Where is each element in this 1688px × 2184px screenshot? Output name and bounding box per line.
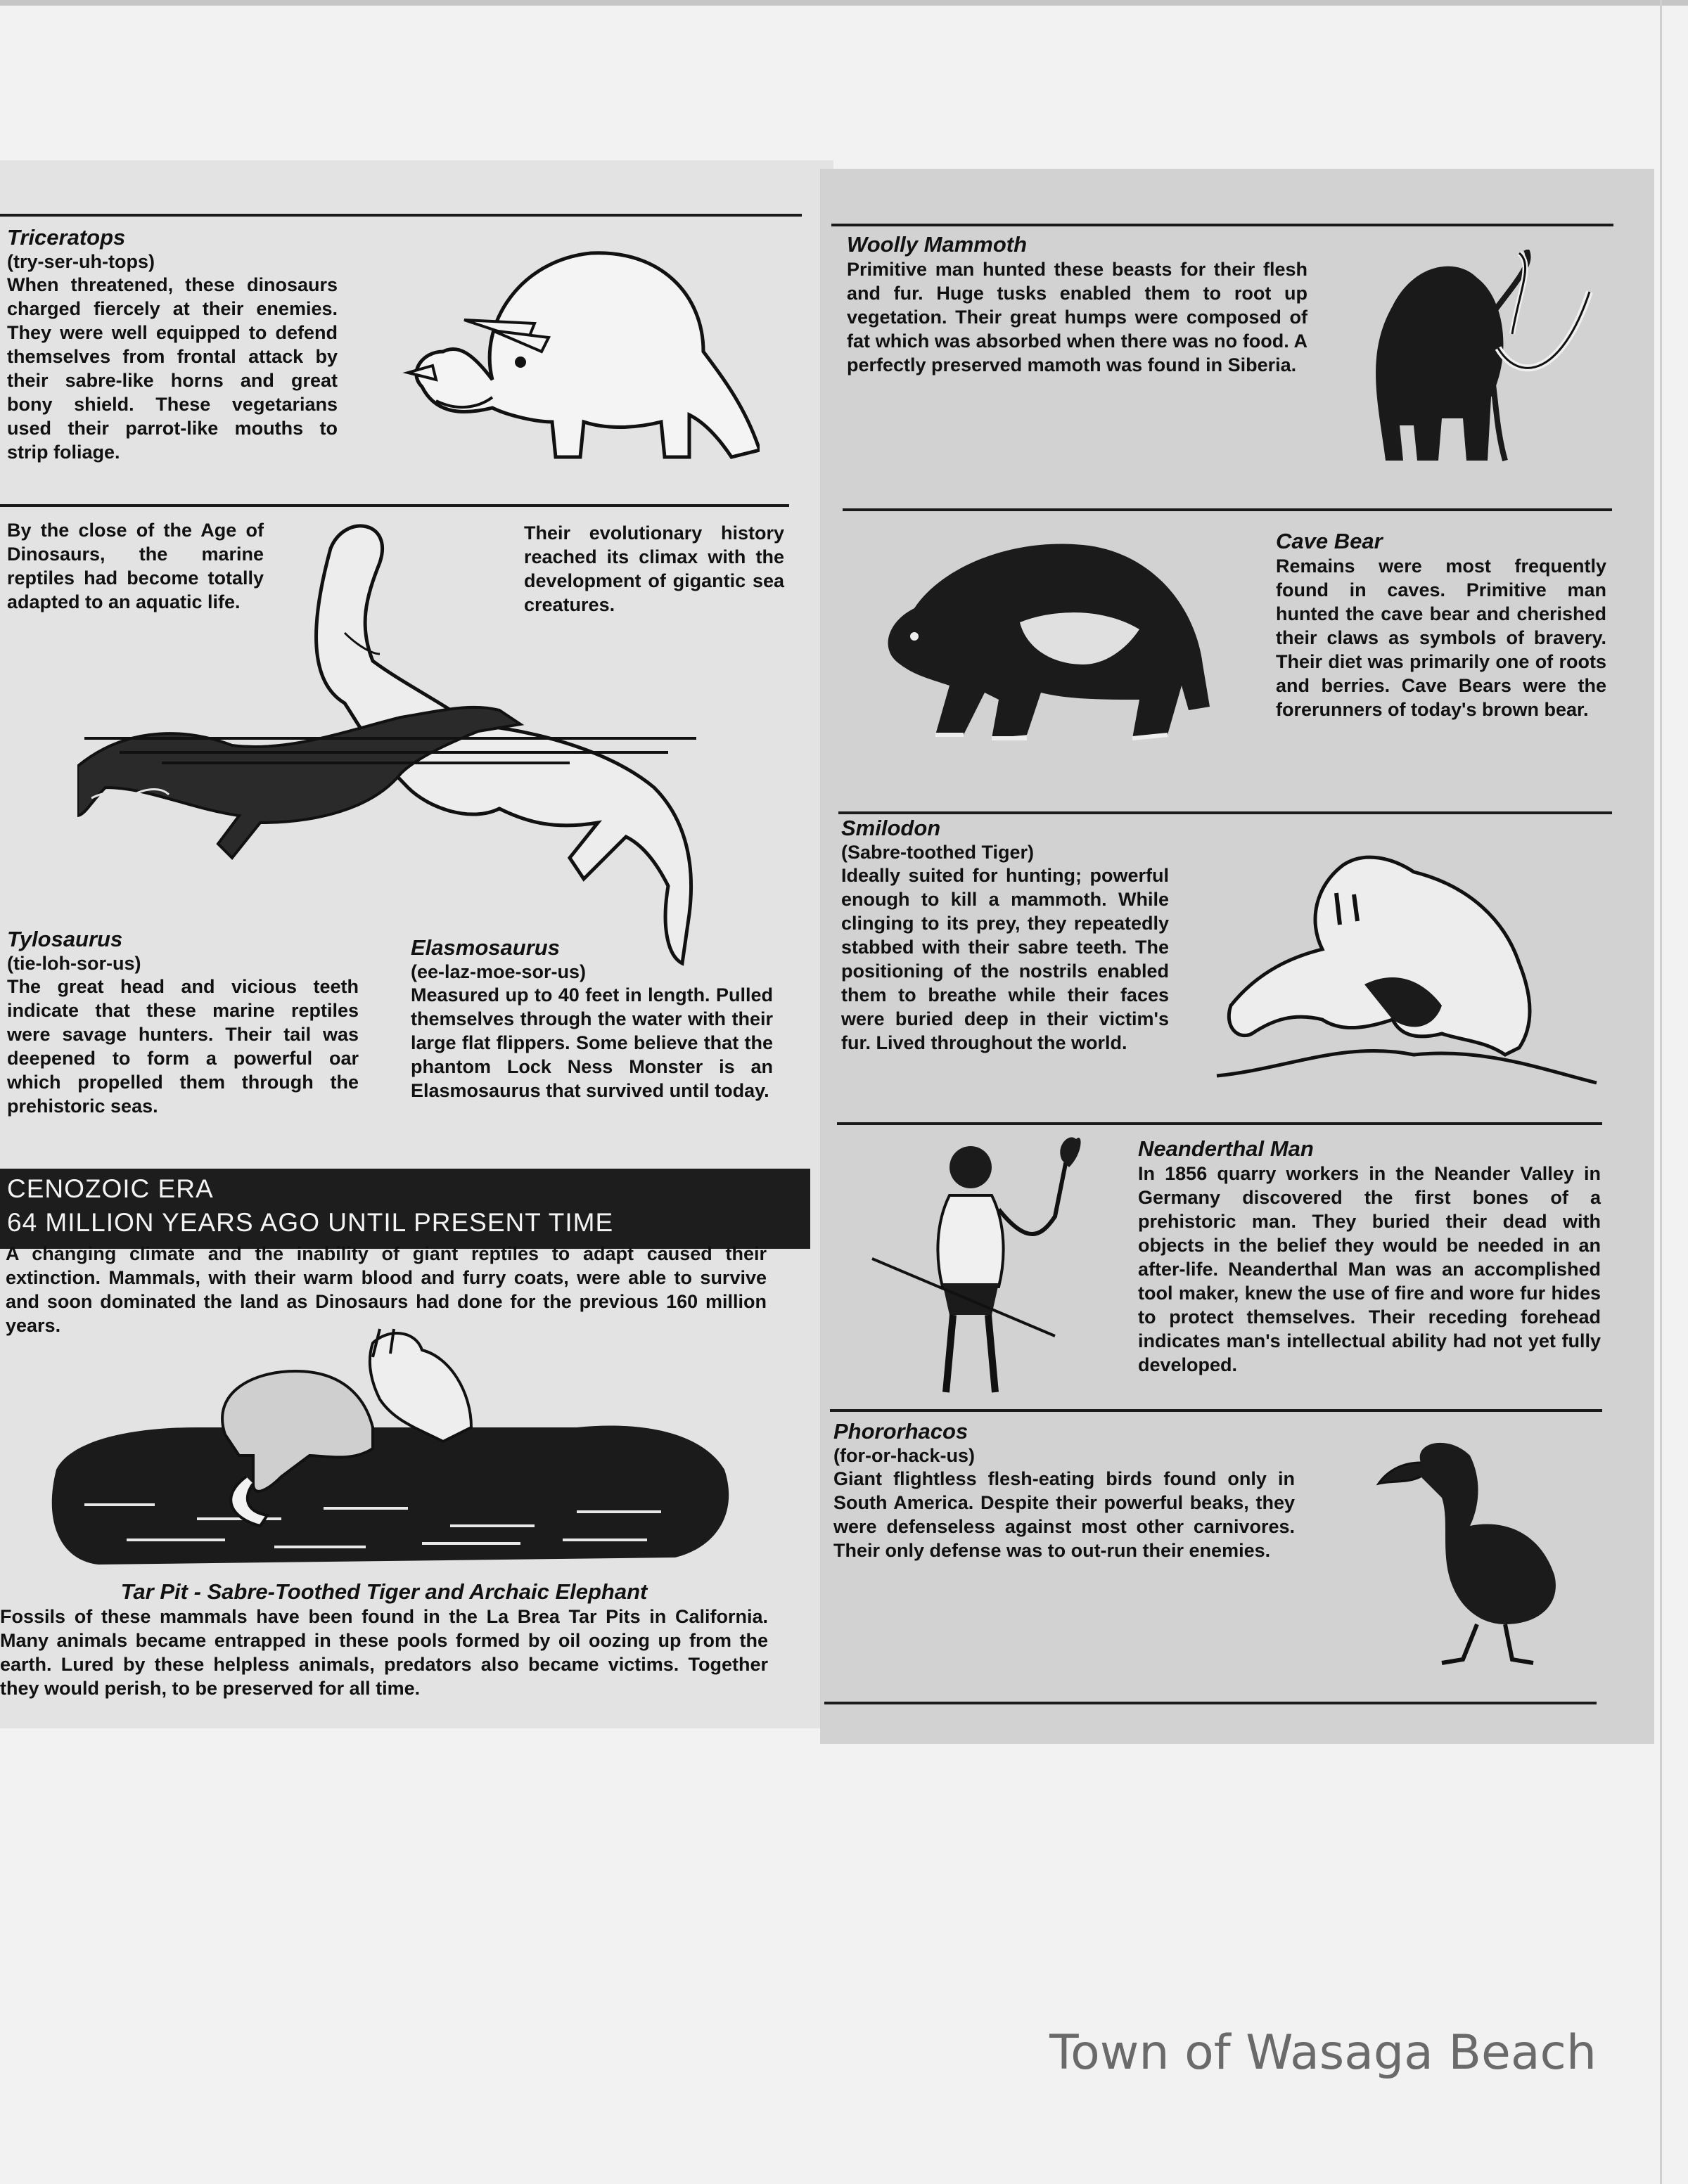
- scan-top-edge: [0, 0, 1688, 6]
- mammoth-text: Primitive man hunted these beasts for their flesh and fur. Huge tusks enabled them to root up vegetation. Their great humps were composed of fat which was absorbed when there was no food. A perfectly preserved mamoth was found in Siberia.: [847, 259, 1307, 375]
- phororhacos-text: Giant flightless flesh-eating birds found only in South America. Despite their powerful beaks, they were defenseless against most other carnivores. Their only defense was to out-run their enemies.: [833, 1468, 1295, 1561]
- tylosaurus-title: Tylosaurus: [7, 927, 123, 951]
- divider-rule: [831, 224, 1613, 226]
- elasmosaurus-section: [411, 935, 773, 1103]
- smilodon-title: Smilodon: [841, 816, 941, 840]
- divider-rule: [838, 811, 1612, 814]
- divider-rule: [837, 1122, 1602, 1125]
- triceratops-illustration: [394, 246, 760, 471]
- mammoth-title: Woolly Mammoth: [847, 232, 1028, 257]
- elasmosaurus-title: Elasmosaurus: [411, 935, 560, 960]
- cave-bear-text: Remains were most frequently found in caves. Primitive man hunted the cave bear and cherished their claws as symbols of bravery. Their diet was primarily one of roots and berries. Cave Bears were the forerunners of today's brown bear.: [1276, 555, 1606, 720]
- neanderthal-illustration: [858, 1132, 1083, 1399]
- era-heading: CENOZOIC ERA: [7, 1174, 214, 1203]
- phororhacos-title: Phororhacos: [833, 1419, 968, 1444]
- tar-pit-text: Fossils of these mammals have been found in the La Brea Tar Pits in California. Many animals became entrapped in these pools formed by oil oozing up from the earth. Lured by these helpless animals, predators also became victims. Together they would perish, to be preserved for all time.: [0, 1606, 768, 1699]
- mammoth-section: [847, 232, 1307, 377]
- neanderthal-title: Neanderthal Man: [1138, 1136, 1314, 1161]
- smilodon-text: Ideally suited for hunting; powerful enough to kill a mammoth. While clinging to its prey, they repeatedly stabbed with their sabre teeth. The positioning of the nostrils enabled them to breathe while their faces were buried deep in their victim's fur. Lived throughout the world.: [841, 865, 1169, 1053]
- triceratops-pronunciation: (try-ser-uh-tops): [7, 251, 155, 272]
- cave-bear-title: Cave Bear: [1276, 529, 1383, 553]
- divider-rule: [0, 504, 789, 507]
- divider-rule: [843, 508, 1612, 511]
- tar-pit-caption: Tar Pit - Sabre-Toothed Tiger and Archaic Elephant: [120, 1579, 648, 1604]
- smilodon-pronunciation: (Sabre-toothed Tiger): [841, 842, 1035, 863]
- elasmosaurus-pronunciation: (ee-laz-moe-sor-us): [411, 961, 587, 982]
- marine-reptiles-illustration: [77, 520, 710, 977]
- phororhacos-illustration: [1364, 1434, 1590, 1674]
- phororhacos-section: [833, 1419, 1295, 1562]
- tar-pit-section: [0, 1579, 768, 1700]
- smilodon-section: [841, 816, 1169, 1055]
- divider-rule: [824, 1702, 1597, 1704]
- era-text: A changing climate and the inability of giant reptiles to adapt caused their extinction. Mammals, with their warm blood and furry coats, were able to survive and soon dominated the land as Dinosaurs had done for the previous 160 million years.: [6, 1243, 767, 1336]
- triceratops-section: [7, 225, 338, 464]
- tar-pit-illustration: [42, 1315, 738, 1575]
- era-subheading: 64 MILLION YEARS AGO UNTIL PRESENT TIME: [7, 1208, 614, 1237]
- divider-rule: [0, 214, 802, 217]
- aquatic-intro-text: By the close of the Age of Dinosaurs, the marine reptiles had become totally adapted to an aquatic life.: [7, 520, 264, 612]
- town-watermark: Town of Wasaga Beach: [1049, 2025, 1597, 2081]
- scan-right-edge: [1660, 0, 1662, 2184]
- neanderthal-text: In 1856 quarry workers in the Neander Valley in Germany discovered the first bones of a prehistoric man. They buried their dead with objects in the belief they would be needed in an after-life. Neanderthal Man was an accomplished tool maker, knew the use of fire and wore fur hides to protect themselves. Their receding forehead indicates man's intellectual ability had not yet fully developed.: [1138, 1163, 1601, 1375]
- cave-bear-section: [1276, 529, 1606, 721]
- neanderthal-section: [1138, 1136, 1601, 1377]
- divider-rule: [830, 1409, 1602, 1412]
- tylosaurus-pronunciation: (tie-loh-sor-us): [7, 953, 141, 974]
- triceratops-title: Triceratops: [7, 225, 126, 250]
- tylosaurus-text: The great head and vicious teeth indicate that these marine reptiles were savage hunters. Their tail was deepened to form a powerful oar which propelled them through the prehistoric seas.: [7, 976, 359, 1117]
- elasmosaurus-text: Measured up to 40 feet in length. Pulled themselves through the water with their large flat flippers. Some believe that the phantom Lock Ness Monster is an Elasmosaurus that survived until today.: [411, 984, 773, 1101]
- evolution-text: Their evolutionary history reached its climax with the development of gigantic sea creatures.: [524, 522, 784, 615]
- phororhacos-pronunciation: (for-or-hack-us): [833, 1445, 975, 1466]
- mammoth-illustration: [1336, 250, 1604, 482]
- smilodon-illustration: [1203, 844, 1604, 1097]
- tylosaurus-section: [7, 927, 359, 1118]
- cenozoic-era-banner: [0, 1169, 810, 1249]
- triceratops-text: When threatened, these dinosaurs charged fiercely at their enemies. They were well equipped to defend themselves from frontal attack by their sabre-like horns and great bony shield. These vegetarians used their parrot-like mouths to strip foliage.: [7, 274, 338, 463]
- cave-bear-illustration: [872, 524, 1224, 770]
